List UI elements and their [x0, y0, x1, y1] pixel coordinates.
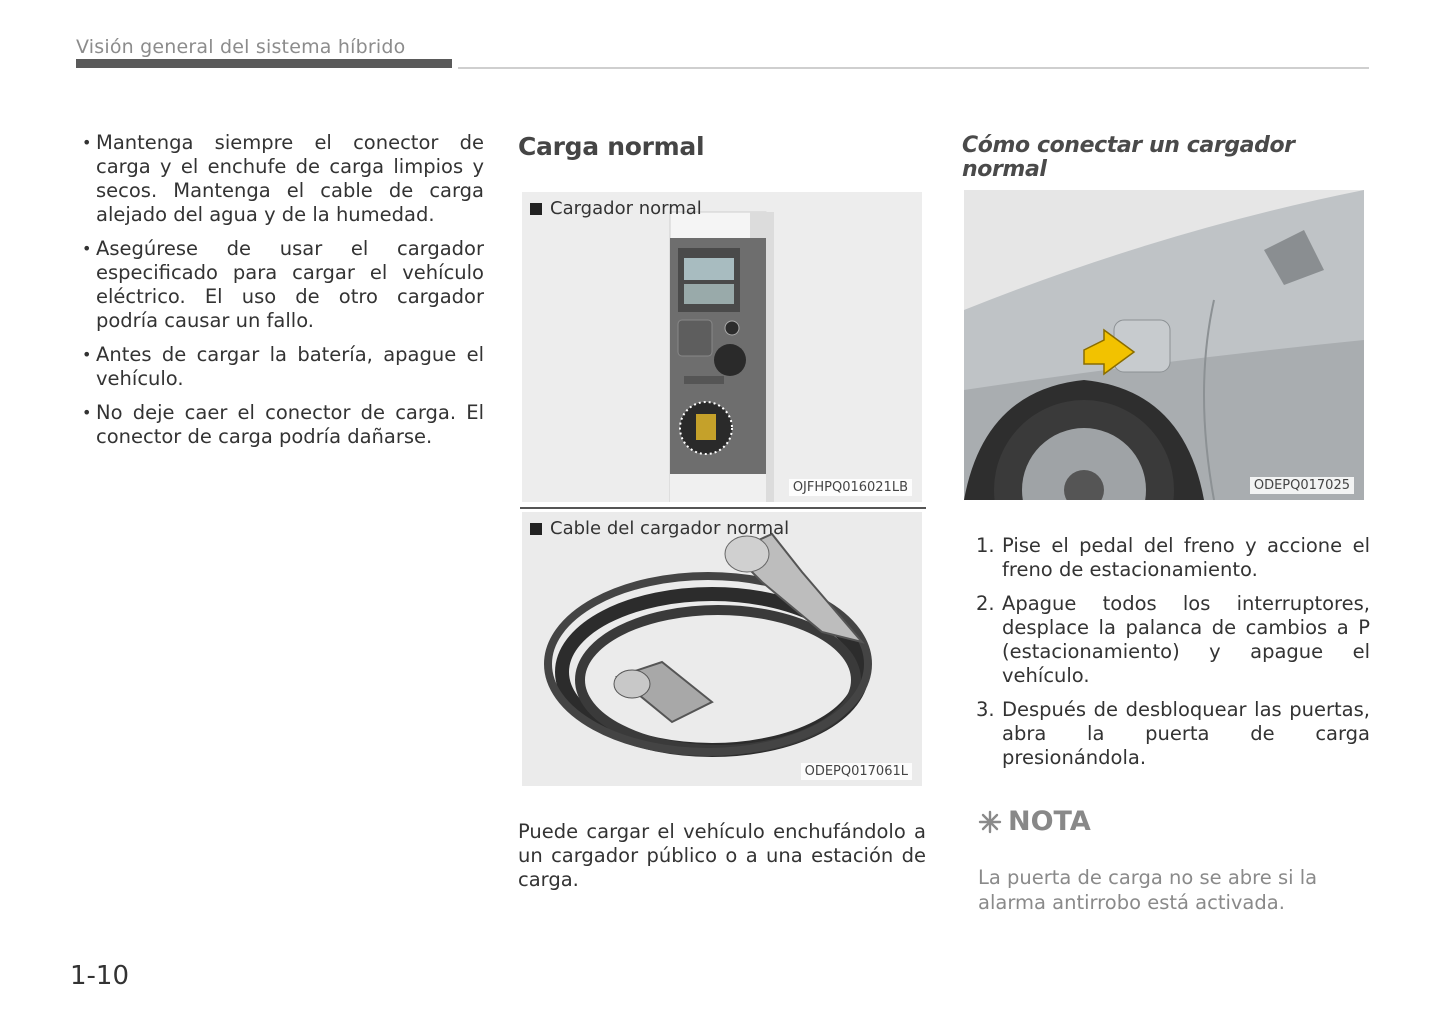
right-column [962, 131, 1370, 182]
step-text: Apague todos los interruptores, desplace la palanca de cambios a P (estacionamiento) y apague el vehículo. [1002, 592, 1370, 687]
square-bullet-icon [530, 203, 542, 215]
list-item: • No deje caer el conector de carga. El conector de carga podría dañarse. [82, 401, 484, 449]
asterisk-icon [978, 810, 1002, 834]
note-title: NOTA [1008, 806, 1091, 837]
figure-code: ODEPQ017061L [801, 763, 912, 780]
note-heading [978, 806, 1370, 837]
middle-column [518, 131, 928, 159]
header-rule-thick [76, 59, 452, 68]
step-number: 2. [976, 592, 995, 615]
precaution-list [82, 131, 484, 449]
charger-figure [522, 192, 922, 502]
page-number: 1-10 [70, 961, 130, 991]
list-item: • Mantenga siempre el conector de carga y el enchufe de carga limpios y secos. Mantenga el cable de carga alejado del agua y de la humedad. [82, 131, 484, 227]
list-item [962, 592, 1370, 688]
figure-label-text: Cargador normal [550, 198, 702, 219]
left-column [82, 131, 484, 459]
note-box [978, 806, 1370, 915]
list-item [962, 698, 1370, 770]
middle-paragraph: Puede cargar el vehículo enchufándolo a un cargador público o a una estación de carga. [518, 820, 926, 891]
charge-door-figure [964, 190, 1364, 500]
car-fender-illustration [964, 190, 1364, 500]
figure-label [530, 518, 789, 539]
step-text: Pise el pedal del freno y accione el freno de estacionamiento. [1002, 534, 1370, 581]
square-bullet-icon [530, 523, 542, 535]
figure-code: OJFHPQ016021LB [789, 479, 912, 496]
header-title: Visión general del sistema híbrido [76, 36, 406, 58]
step-number: 1. [976, 534, 995, 557]
list-item: • Antes de cargar la batería, apague el vehículo. [82, 343, 484, 391]
step-text: Después de desbloquear las puertas, abra la puerta de carga presionándola. [1002, 698, 1370, 769]
charger-illustration [522, 192, 922, 502]
header-rule-thin [458, 67, 1369, 69]
list-item: • Asegúrese de usar el cargador especificado para cargar el vehículo eléctrico. El uso de otro cargador podría causar un fallo. [82, 237, 484, 333]
steps-block [962, 534, 1370, 780]
note-text: La puerta de carga no se abre si la alarma antirrobo está activada. [978, 866, 1318, 914]
figure-label [530, 198, 702, 219]
section-title: Carga normal [518, 132, 705, 161]
figure-label-text: Cable del cargador normal [550, 518, 790, 539]
steps-list [962, 534, 1370, 770]
figure-divider [520, 507, 926, 509]
charger-cable-figure [522, 512, 922, 786]
subsection-title: Cómo conectar un cargador normal [962, 133, 1295, 182]
figure-code: ODEPQ017025 [1250, 477, 1354, 494]
list-item [962, 534, 1370, 582]
step-number: 3. [976, 698, 995, 721]
cable-illustration [522, 512, 922, 786]
